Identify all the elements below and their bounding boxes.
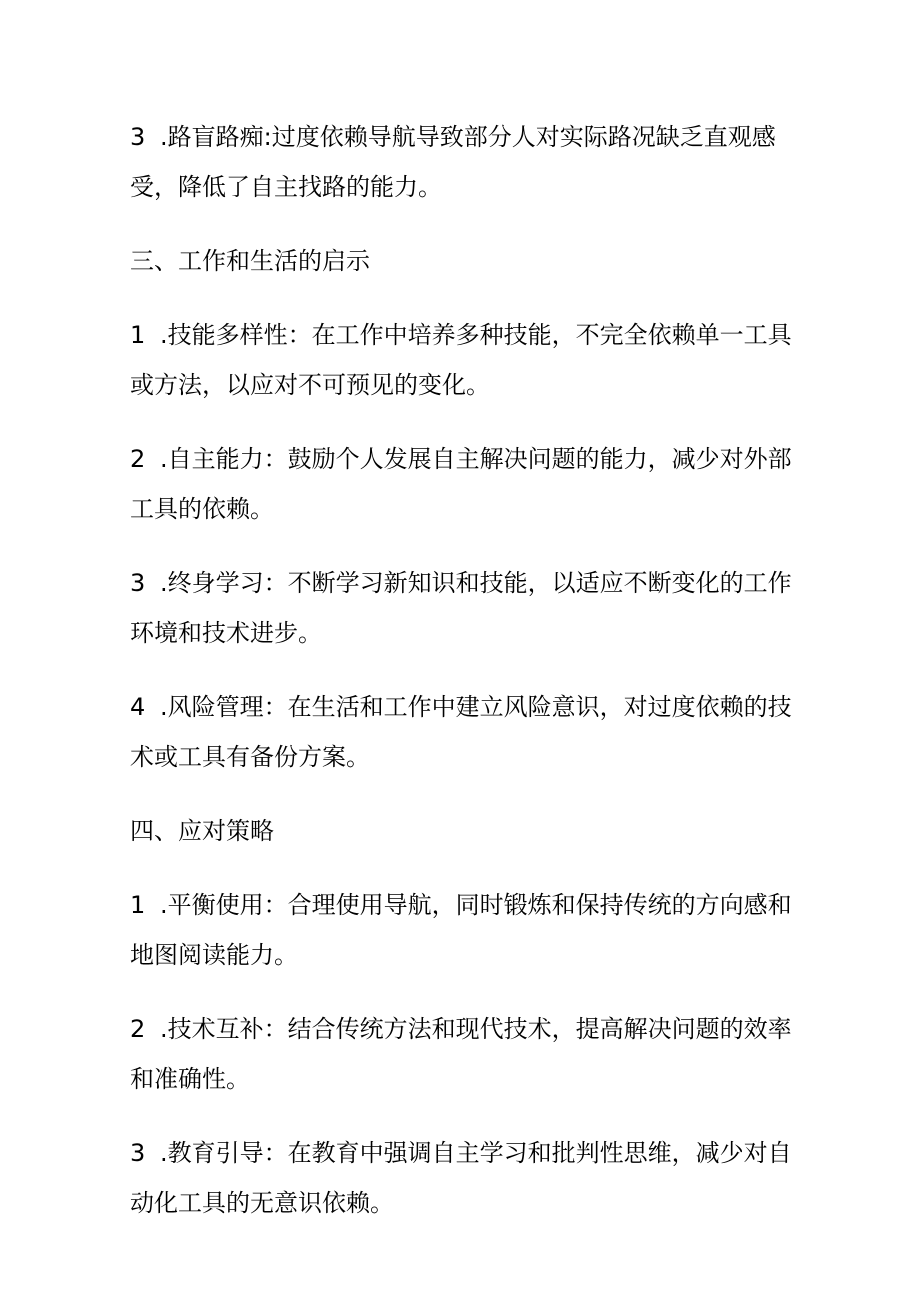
item-number: 3 [130, 1139, 146, 1167]
list-item-tech-complement [130, 1004, 796, 1104]
item-text: .路盲路痴:过度依赖导航导致部分人对实际路况缺乏直观感受，降低了自主找路的能力。 [130, 123, 776, 201]
item-text: .技能多样性：在工作中培养多种技能，不完全依赖单一工具或方法，以应对不可预见的变化。 [130, 321, 792, 399]
section-heading-strategies [130, 806, 796, 856]
item-number: 1 [130, 321, 146, 349]
heading-text: 三、工作和生活的启示 [130, 247, 370, 275]
list-item-balanced-use [130, 880, 796, 980]
item-text: .平衡使用：合理使用导航，同时锻炼和保持传统的方向感和地图阅读能力。 [130, 891, 792, 969]
item-number: 1 [130, 891, 146, 919]
item-text: .技术互补：结合传统方法和现代技术，提高解决问题的效率和准确性。 [130, 1015, 792, 1093]
document-body [130, 112, 796, 1252]
heading-text: 四、应对策略 [130, 817, 274, 845]
item-number: 2 [130, 445, 146, 473]
item-text: .终身学习：不断学习新知识和技能，以适应不断变化的工作环境和技术进步。 [130, 569, 792, 647]
item-number: 3 [130, 123, 146, 151]
section-heading-insights [130, 236, 796, 286]
list-item-skill-diversity [130, 310, 796, 410]
list-item-risk-management [130, 682, 796, 782]
list-item-education [130, 1128, 796, 1228]
item-number: 2 [130, 1015, 146, 1043]
list-item-lifelong-learning [130, 558, 796, 658]
item-number: 3 [130, 569, 146, 597]
item-text: .教育引导：在教育中强调自主学习和批判性思维，减少对自动化工具的无意识依赖。 [130, 1139, 792, 1217]
item-text: .自主能力：鼓励个人发展自主解决问题的能力，减少对外部工具的依赖。 [130, 445, 792, 523]
item-text: .风险管理：在生活和工作中建立风险意识，对过度依赖的技术或工具有备份方案。 [130, 693, 792, 771]
item-number: 4 [130, 693, 146, 721]
list-item-autonomy [130, 434, 796, 534]
list-item-lost-sense [130, 112, 796, 212]
